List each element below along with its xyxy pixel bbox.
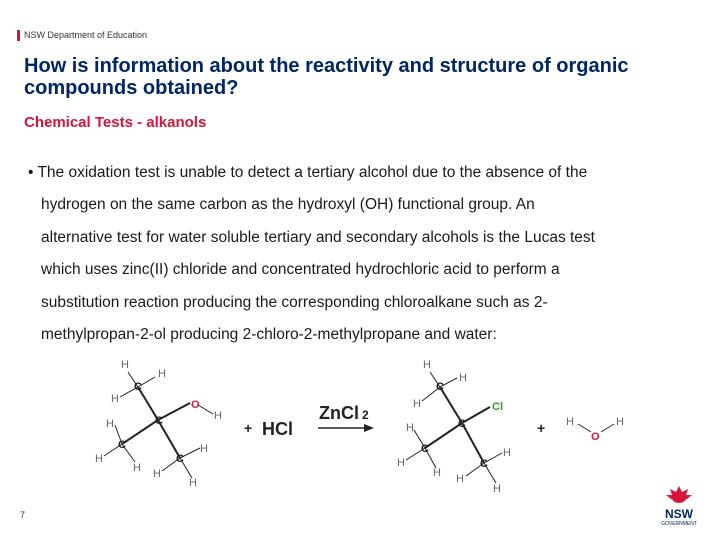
atom-hydrogen: H (433, 467, 441, 479)
bullet-line: methylpropan-2-ol producing 2-chloro-2-methylpropane and water: (41, 326, 497, 344)
atom-hydrogen: H (566, 416, 574, 428)
atom-hydrogen: H (111, 393, 119, 405)
header-accent-bar (17, 30, 20, 41)
atom-hydrogen: H (459, 372, 467, 384)
atom-oxygen: O (191, 399, 200, 411)
catalyst-label (319, 403, 369, 423)
catalyst-subscript: 2 (362, 408, 369, 422)
atom-carbon: C (118, 439, 126, 451)
atom-carbon: C (176, 453, 184, 465)
atom-hydrogen: H (153, 468, 161, 480)
atom-hydrogen: H (503, 447, 511, 459)
logo-subtext: GOVERNMENT (661, 521, 697, 527)
bullet-paragraph (28, 157, 698, 351)
bullet-marker: • (28, 164, 34, 181)
atom-carbon: C (421, 443, 429, 455)
atom-chlorine: Cl (492, 401, 503, 413)
atom-oxygen: O (591, 431, 600, 443)
atom-hydrogen: H (214, 410, 222, 422)
atom-hydrogen: H (456, 473, 464, 485)
atom-hydrogen: H (189, 477, 197, 489)
atom-carbon: C (480, 458, 488, 470)
nsw-government-logo (656, 484, 702, 530)
atom-hydrogen: H (413, 398, 421, 410)
plus-sign: + (537, 420, 546, 436)
plus-sign: + (244, 420, 253, 436)
bullet-line: hydrogen on the same carbon as the hydroxyl (OH) functional group. An (41, 196, 535, 214)
atom-hydrogen: H (493, 483, 501, 495)
atom-hydrogen: H (423, 359, 431, 371)
atom-hydrogen: H (158, 368, 166, 380)
waratah-icon (666, 486, 692, 503)
atom-hydrogen: H (616, 416, 624, 428)
bullet-line-text: The oxidation test is unable to detect a tertiary alcohol due to the absence of the (37, 164, 588, 181)
atom-hydrogen: H (121, 359, 129, 371)
atom-hydrogen: H (106, 418, 114, 430)
atom-hydrogen: H (133, 462, 141, 474)
department-header (17, 29, 147, 41)
slide-subtitle: Chemical Tests - alkanols (24, 114, 207, 131)
page-number: 7 (20, 510, 26, 520)
logo-text: NSW (665, 507, 693, 521)
atom-carbon: C (134, 381, 142, 393)
atom-hydrogen: H (406, 422, 414, 434)
atom-carbon: C (155, 415, 163, 427)
atom-carbon: C (436, 381, 444, 393)
bullet-line: which uses zinc(II) chloride and concentrated hydrochloric acid to perform a (41, 261, 560, 279)
catalyst-name: ZnCl (319, 403, 359, 423)
bullet-line: substitution reaction producing the corresponding chloroalkane such as 2- (41, 293, 548, 311)
reaction-diagram (0, 350, 720, 500)
bullet-line (28, 157, 698, 189)
atom-carbon: C (458, 418, 466, 430)
water-molecule (566, 416, 624, 443)
bullet-line: alternative test for water soluble tertiary and secondary alcohols is the Lucas test (41, 228, 595, 246)
reaction-arrow (318, 424, 374, 432)
atom-hydrogen: H (200, 443, 208, 455)
slide-title: How is information about the reactivity and structure of organic compounds obtained? (24, 55, 629, 99)
reagent-hcl: HCl (262, 419, 293, 439)
atom-hydrogen: H (397, 457, 405, 469)
department-name: NSW Department of Education (24, 30, 148, 40)
atom-hydrogen: H (95, 453, 103, 465)
